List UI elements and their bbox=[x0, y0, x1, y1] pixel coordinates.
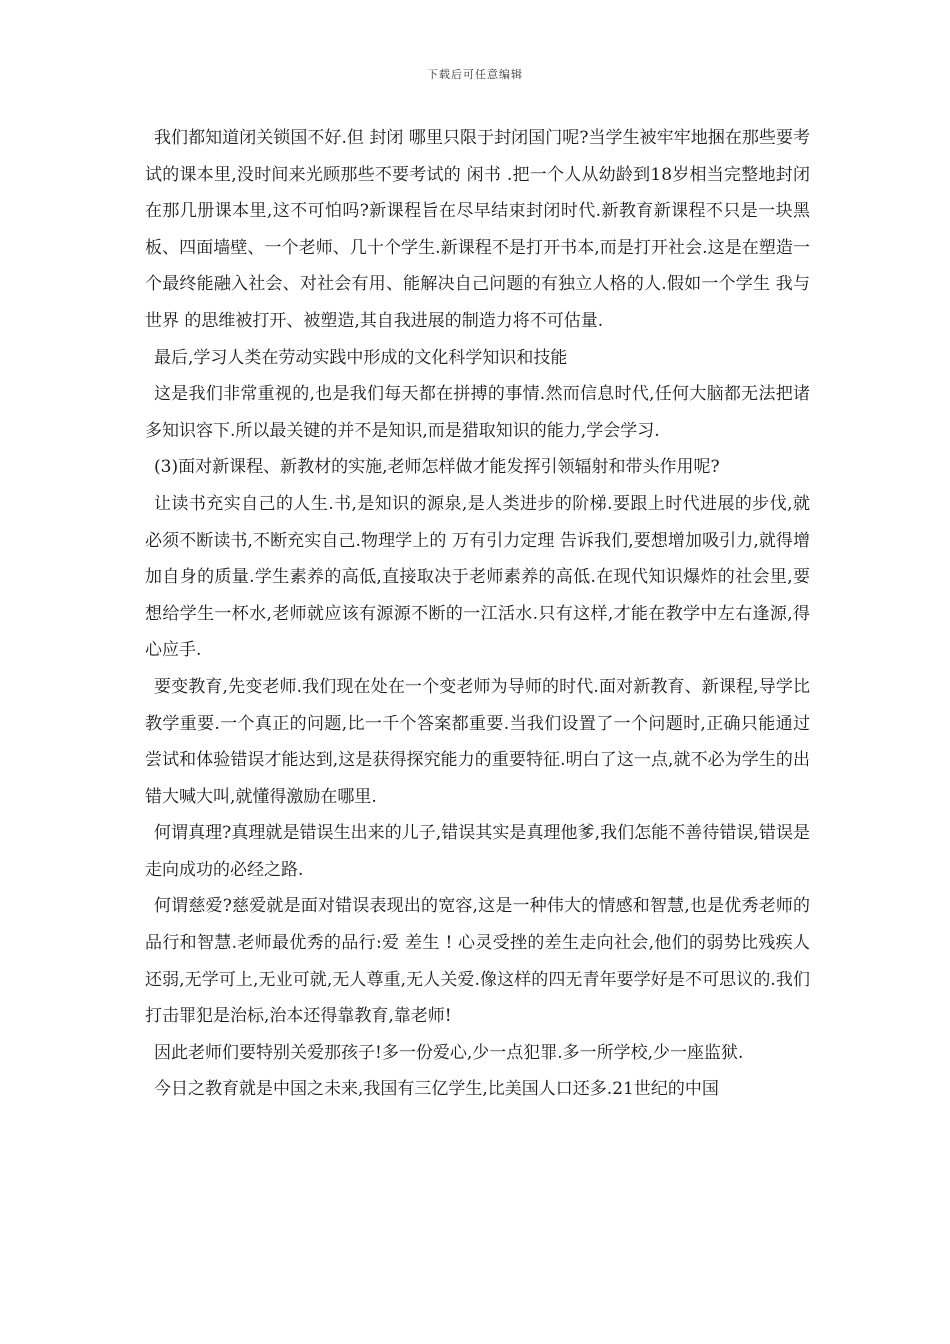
document-body bbox=[145, 120, 810, 1108]
paragraph-love: 何谓慈爱?慈爱就是面对错误表现出的宽容,这是一种伟大的情感和智慧,也是优秀老师的品行和智慧.老师最优秀的品行:爱 差生 ! 心灵受挫的差生走向社会,他们的弱势比残疾人还弱,无学可上,无业可就,无人尊重,无人关爱.像这样的四无青年要学好是不可思议的.我们打击罪犯是治标,治本还得靠教育,靠老师! bbox=[145, 896, 810, 1027]
paragraph-learning-knowledge-heading: 最后,学习人类在劳动实践中形成的文化科学知识和技能 bbox=[154, 347, 568, 368]
paragraph-teacher-role-question: (3)面对新课程、新教材的实施,老师怎样做才能发挥引领辐射和带头作用呢? bbox=[154, 457, 720, 478]
paragraph-truth: 何谓真理?真理就是错误生出来的儿子,错误其实是真理他爹,我们怎能不善待错误,错误是走向成功的必经之路. bbox=[145, 823, 810, 880]
paragraph-change-teachers: 要变教育,先变老师.我们现在处在一个变老师为导师的时代.面对新教育、新课程,导学比教学重要.一个真正的问题,比一千个答案都重要.当我们设置了一个问题时,正确只能通过尝试和体验错误才能达到,这是获得探究能力的重要特征.明白了这一点,就不必为学生的出错大喊大叫,就懂得激励在哪里. bbox=[145, 676, 810, 807]
page-header-note: 下载后可任意编辑 bbox=[427, 68, 523, 81]
paragraph-reading: 让读书充实自己的人生.书,是知识的源泉,是人类进步的阶梯.要跟上时代进展的步伐,就必须不断读书,不断充实自己.物理学上的 万有引力定理 告诉我们,要想增加吸引力,就得增加自身的质量.学生素养的高低,直接取决于老师素养的高低.在现代知识爆炸的社会里,要想给学生一杯水,老师就应该有源源不断的一江活水.只有这样,才能在教学中左右逢源,得心应手. bbox=[145, 493, 810, 661]
paragraph-learning-to-learn: 这是我们非常重视的,也是我们每天都在拼搏的事情.然而信息时代,任何大脑都无法把诸多知识容下.所以最关键的并不是知识,而是猎取知识的能力,学会学习. bbox=[145, 384, 810, 441]
paragraph-closed-curriculum: 我们都知道闭关锁国不好.但 封闭 哪里只限于封闭国门呢?当学生被牢牢地捆在那些要考试的课本里,没时间来光顾那些不要考试的 闲书 .把一个人从幼龄到18岁相当完整地封闭在那几册课本里,这不可怕吗?新课程旨在尽早结束封闭时代.新教育新课程不只是一块黑板、四面墙壁、一个老师、几十个学生.新课程不是打开书本,而是打开社会.这是在塑造一个最终能融入社会、对社会有用、能解决自己问题的有独立人格的人.假如一个学生 我与世界 的思维被打开、被塑造,其自我进展的制造力将不可估量. bbox=[145, 128, 810, 331]
paragraph-care-for-children: 因此老师们要特别关爱那孩子!多一份爱心,少一点犯罪.多一所学校,少一座监狱. bbox=[154, 1042, 744, 1063]
paragraph-future-of-china: 今日之教育就是中国之未来,我国有三亿学生,比美国人口还多.21世纪的中国 bbox=[154, 1079, 719, 1100]
